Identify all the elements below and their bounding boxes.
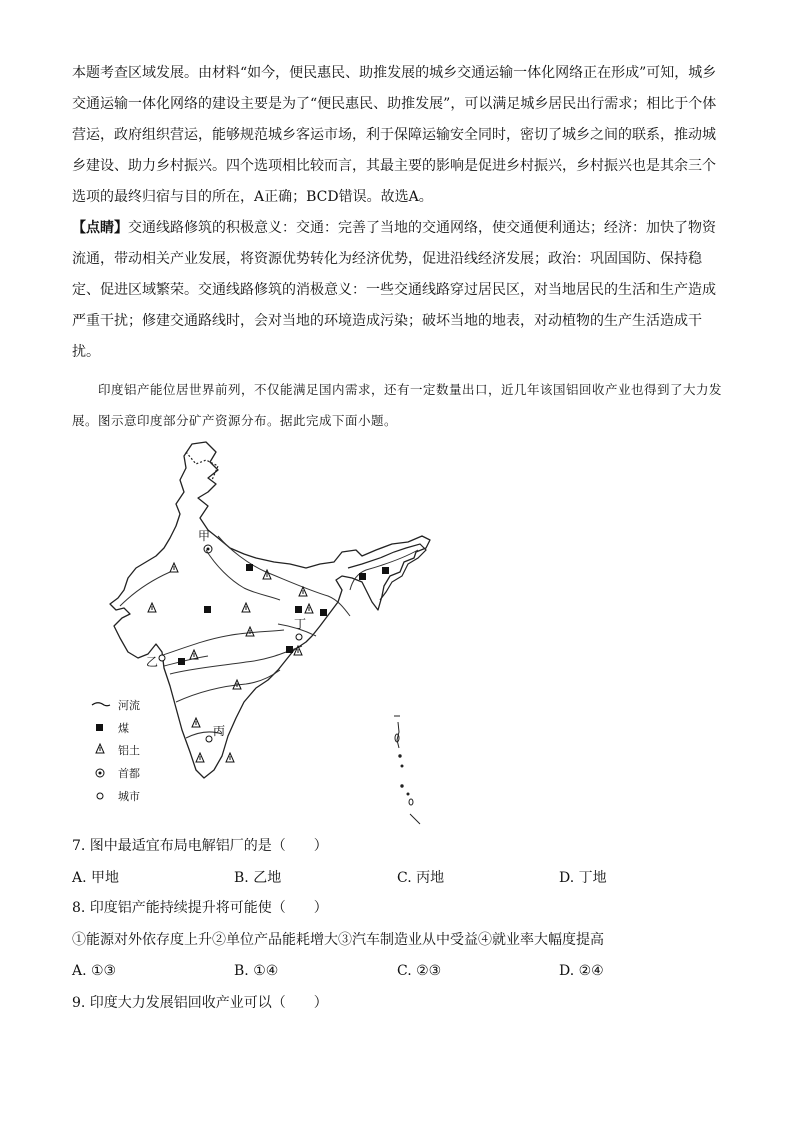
bauxite-marker (148, 603, 156, 612)
question-8-stem: 8. 印度铝产能持续提升将可能使（ ） (72, 900, 328, 916)
map-label-yi: 乙 (146, 655, 159, 669)
legend-river-symbol (92, 703, 110, 706)
river-tapti (164, 656, 208, 666)
legend-bauxite-label: 铝土 (118, 744, 140, 757)
q7-option-a[interactable]: A. 甲地 (72, 870, 120, 886)
q8-option-b[interactable]: B. ①④ (234, 963, 279, 979)
coal-marker (295, 606, 302, 613)
river-narmada (160, 630, 284, 656)
q7-option-c[interactable]: C. 丙地 (397, 870, 445, 886)
legend-coal-label: 煤 (118, 722, 129, 735)
coal-marker (320, 609, 327, 616)
q8-option-a[interactable]: A. ①③ (72, 963, 117, 979)
legend-bauxite-symbol (96, 744, 104, 753)
comment-paragraph (72, 213, 722, 368)
legend-coal-symbol (96, 724, 103, 731)
q7-option-d[interactable]: D. 丁地 (559, 870, 607, 886)
question-intro: 印度铝产能位居世界前列，不仅能满足国内需求，还有一定数量出口，近几年该国铝回收产业也得到了大力发展。图示意印度部分矿产资源分布。据此完成下面小题。 (72, 382, 723, 428)
city-marker-bing (206, 736, 212, 742)
city-marker-ding (296, 634, 302, 640)
q7-option-b[interactable]: B. 乙地 (234, 870, 282, 886)
river-krishna (176, 670, 280, 702)
bauxite-marker (196, 753, 204, 762)
coal-marker (246, 564, 253, 571)
bauxite-marker (246, 627, 254, 636)
comment-label: 【点睛】 (72, 220, 128, 236)
river-ganges (218, 536, 350, 616)
bauxite-marker (226, 753, 234, 762)
coal-marker (359, 573, 366, 580)
andaman-nicobar-islands (394, 716, 420, 824)
bauxite-marker (242, 603, 250, 612)
question-7-stem: 7. 图中最适宜布局电解铝厂的是（ ） (72, 838, 328, 854)
coal-marker (382, 567, 389, 574)
india-outline (110, 442, 430, 778)
q8-option-c[interactable]: C. ②③ (397, 963, 442, 979)
river-western-outflow (120, 572, 170, 606)
map-label-jia: 甲 (198, 529, 211, 543)
map-legend (92, 698, 140, 803)
capital-marker-dot (207, 548, 210, 551)
legend-city-symbol (97, 793, 103, 799)
legend-capital-dot (99, 772, 102, 775)
q8-option-d[interactable]: D. ②④ (559, 963, 604, 979)
map-label-ding: 丁 (294, 617, 307, 631)
analysis-paragraph: 本题考查区域发展。由材料“如今，便民惠民、助推发展的城乡交通运输一体化网络正在形成”可知，城乡交通运输一体化网络的建设主要是为了“便民惠民、助推发展”，可以满足城乡居民出行需求；相比于个体营运，政府组织营运，能够规范城乡客运市场，利于保障运输安全同时，密切了城乡之间的联系，推动城乡建设、助力乡村振兴。四个选项相比较而言，其最主要的影响是促进乡村振兴，乡村振兴也是其余三个选项的最终归宿与目的所在，A正确；BCD错误。故选A。 (72, 65, 717, 205)
coal-marker (286, 646, 293, 653)
bauxite-marker (192, 718, 200, 727)
coal-marker (204, 606, 211, 613)
map-label-bing: 丙 (213, 724, 226, 738)
city-marker-yi (159, 655, 165, 661)
comment-text: 交通线路修筑的积极意义：交通：完善了当地的交通网络，使交通便利通达；经济：加快了物资流通，带动相关产业发展，将资源优势转化为经济优势，促进沿线经济发展；政治：巩固国防、保持稳定、促进区域繁荣。交通线路修筑的消极意义：一些交通线路穿过居民区，对当地居民的生活和生产造成严重干扰；修建交通路线时，会对当地的环境造成污染；破坏当地的地表，对动植物的生产生活造成干扰。 (72, 220, 716, 360)
india-mineral-map (80, 440, 460, 825)
question-8-statements: ①能源对外依存度上升②单位产品能耗增大③汽车制造业从中受益④就业率大幅度提高 (72, 932, 604, 948)
legend-river-label: 河流 (118, 699, 140, 712)
bauxite-marker (305, 604, 313, 613)
coal-marker (178, 658, 185, 665)
legend-capital-label: 首都 (118, 767, 140, 780)
bauxite-marker (170, 563, 178, 572)
question-9-stem: 9. 印度大力发展铝回收产业可以（ ） (72, 995, 328, 1011)
legend-city-label: 城市 (118, 790, 140, 803)
